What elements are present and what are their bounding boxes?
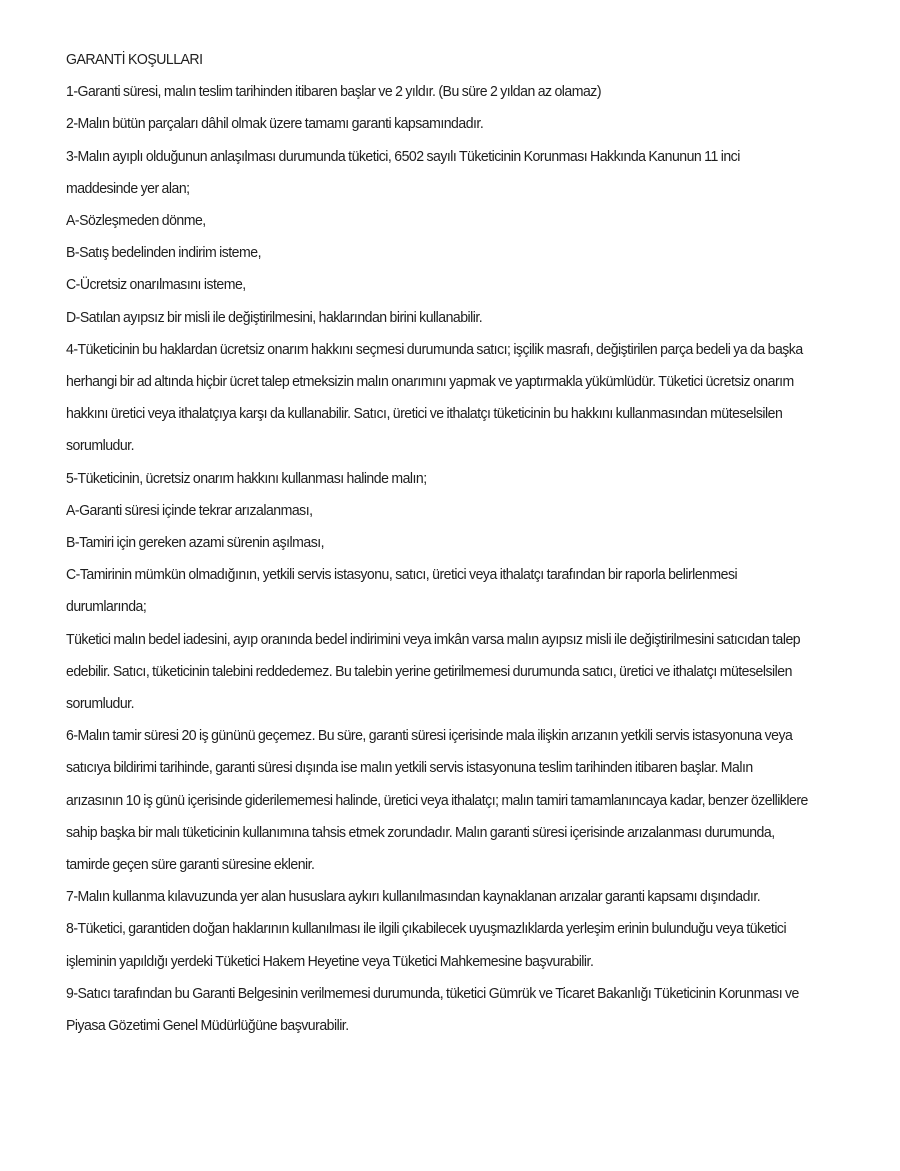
clause-3-option-d: D-Satılan ayıpsız bir misli ile değiştirilmesini, haklarından birini kullanabilir. bbox=[66, 308, 483, 326]
clause-1: 1-Garanti süresi, malın teslim tarihinden itibaren başlar ve 2 yıldır. (Bu süre 2 yıldan az olamaz) bbox=[66, 83, 602, 101]
clause-9: 9-Satıcı tarafından bu Garanti Belgesinin verilmemesi durumunda, tüketici Gümrük ve Ticaret Bakanlığı Tüketicinin Korunması ve Piyasa Gözetimi Genel Müdürlüğüne başvurabilir. bbox=[66, 984, 799, 1035]
clause-8: 8-Tüketici, garantiden doğan haklarının kullanılması ile ilgili çıkabilecek uyuşmazlıklarda yerleşim erinin bulunduğu veya tüketici işleminin yapıldığı yerdeki Tüketici Hakem Heyetine veya Tüketici Mahkemesine başvurabilir. bbox=[66, 920, 787, 970]
clause-5-case-a: A-Garanti süresi içinde tekrar arızalanması, bbox=[66, 501, 313, 519]
clause-3-option-b: B-Satış bedelinden indirim isteme, bbox=[66, 244, 261, 262]
clause-3-option-a: A-Sözleşmeden dönme, bbox=[66, 212, 206, 230]
clause-5: 5-Tüketicinin, ücretsiz onarım hakkını kullanması halinde malın; bbox=[66, 469, 427, 487]
document-title: GARANTİ KOŞULLARI bbox=[66, 51, 203, 68]
warranty-document bbox=[66, 44, 809, 1042]
clause-3-option-c: C-Ücretsiz onarılmasını isteme, bbox=[66, 276, 246, 294]
clause-5-remedy: Tüketici malın bedel iadesini, ayıp oranında bedel indirimini veya imkân varsa malın ayıpsız misli ile değiştirilmesini satıcıdan talep edebilir. Satıcı, tüketicinin talebini reddedemez. Bu talebin yerine getirilmemesi durumunda satıcı, üretici ve ithalatçı müteselsilen sorumludur. bbox=[66, 630, 801, 713]
clause-5-case-b: B-Tamiri için gereken azami sürenin aşılması, bbox=[66, 534, 325, 552]
clause-4: 4-Tüketicinin bu haklardan ücretsiz onarım hakkını seçmesi durumunda satıcı; işçilik masrafı, değiştirilen parça bedeli ya da başka herhangi bir ad altında hiçbir ücret talep etmeksizin malın onarımını yapmak ve yaptırmakla yükümlüdür. Tüketici ücretsiz onarım hakkını üretici veya ithalatçıya karşı da kullanabilir. Satıcı, üretici ve ithalatçı tüketicinin bu hakkını kullanmasından müteselsilen sorumludur. bbox=[66, 340, 803, 455]
clause-7: 7-Malın kullanma kılavuzunda yer alan hususlara aykırı kullanılmasından kaynaklanan arızalar garanti kapsamı dışındadır. bbox=[66, 888, 761, 906]
clause-2: 2-Malın bütün parçaları dâhil olmak üzere tamamı garanti kapsamındadır. bbox=[66, 115, 484, 133]
clause-6: 6-Malın tamir süresi 20 iş gününü geçemez. Bu süre, garanti süresi içerisinde mala ilişkin arızanın yetkili servis istasyonuna veya satıcıya bildirimi tarihinde, garanti süresi dışında ise malın yetkili servis istasyonuna teslim tarihinden itibaren başlar. Malın arızasının 10 iş günü içerisinde giderilememesi halinde, üretici veya ithalatçı; malın tamiri tamamlanıncaya kadar, benzer özelliklere sahip başka bir malı tüketicinin kullanımına tahsis etmek zorundadır. Malın garanti süresi içerisinde arızalanması durumunda, tamirde geçen süre garanti süresine eklenir. bbox=[66, 727, 808, 874]
clause-5-case-c: C-Tamirinin mümkün olmadığının, yetkili servis istasyonu, satıcı, üretici veya ithalatçı tarafından bir raporla belirlenmesi durumlarında; bbox=[66, 566, 738, 616]
clause-3: 3-Malın ayıplı olduğunun anlaşılması durumunda tüketici, 6502 sayılı Tüketicinin Korunması Hakkında Kanunun 11 inci maddesinde yer alan; bbox=[66, 147, 740, 197]
